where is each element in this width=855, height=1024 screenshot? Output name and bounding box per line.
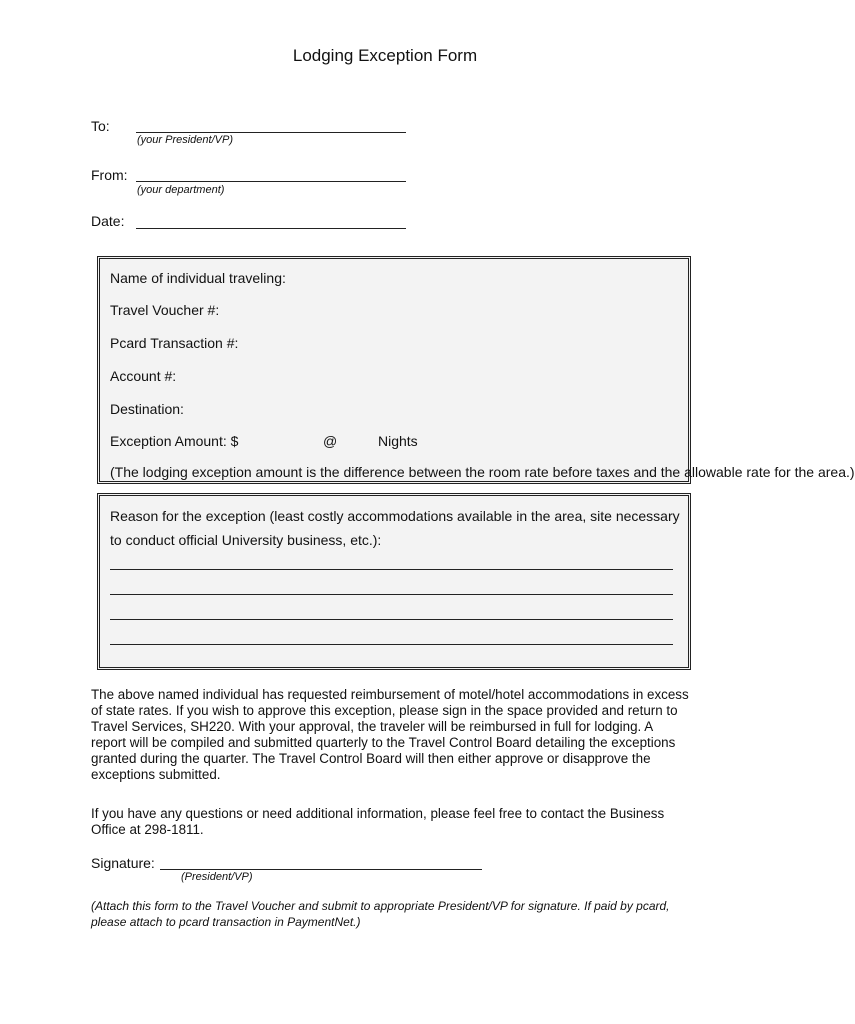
footer-note: (Attach this form to the Travel Voucher and submit to appropriate President/VP for signature. If paid by pcard, please attach to pcard transaction in PaymentNet.) — [91, 899, 670, 929]
to-label: To: — [91, 118, 110, 134]
reason-input-line[interactable] — [110, 644, 673, 645]
contact-paragraph: If you have any questions or need additional information, please feel free to contact the Business Office at 298-1811. — [91, 806, 665, 837]
at-symbol: @ — [323, 433, 338, 449]
name-label: Name of individual traveling: — [110, 270, 286, 286]
destination-label: Destination: — [110, 401, 184, 417]
form-title: Lodging Exception Form — [292, 46, 478, 65]
signature-field[interactable] — [160, 869, 482, 870]
reason-input-line[interactable] — [110, 594, 673, 595]
reason-input-line[interactable] — [110, 569, 673, 570]
from-hint: (your department) — [137, 184, 225, 196]
signature-hint: (President/VP) — [181, 871, 253, 883]
to-hint: (your President/VP) — [137, 134, 233, 146]
details-box — [97, 256, 855, 484]
approval-paragraph: The above named individual has requested reimbursement of motel/hotel accommodations in excess of state rates. If you wish to approve this exception, please sign in the space provided and return to Travel Services, SH220. With your approval, the traveler will be reimbursed in full for lodging. A report will be compiled and submitted quarterly to the Travel Control Board detailing the exceptions granted during the quarter. The Travel Control Board will then either approve or disapprove the exceptions submitted. — [91, 687, 689, 782]
amount-label: Exception Amount: $ — [110, 433, 239, 449]
reason-line-2: to conduct official University business, etc.): — [110, 532, 382, 548]
date-label: Date: — [91, 213, 125, 229]
to-field[interactable] — [136, 132, 406, 133]
pcard-label: Pcard Transaction #: — [110, 335, 239, 351]
reason-input-line[interactable] — [110, 619, 673, 620]
date-field[interactable] — [136, 228, 406, 229]
nights-label: Nights — [378, 433, 418, 449]
account-label: Account #: — [110, 368, 177, 384]
reason-line-1: Reason for the exception (least costly accommodations available in the area, site necessary — [110, 508, 680, 524]
amount-note: (The lodging exception amount is the difference between the room rate before taxes and the allowable rate for the area.) — [110, 464, 855, 480]
signature-label: Signature: — [91, 855, 155, 871]
voucher-label: Travel Voucher #: — [110, 302, 220, 318]
from-field[interactable] — [136, 181, 406, 182]
reason-box — [97, 493, 691, 670]
from-label: From: — [91, 167, 128, 183]
